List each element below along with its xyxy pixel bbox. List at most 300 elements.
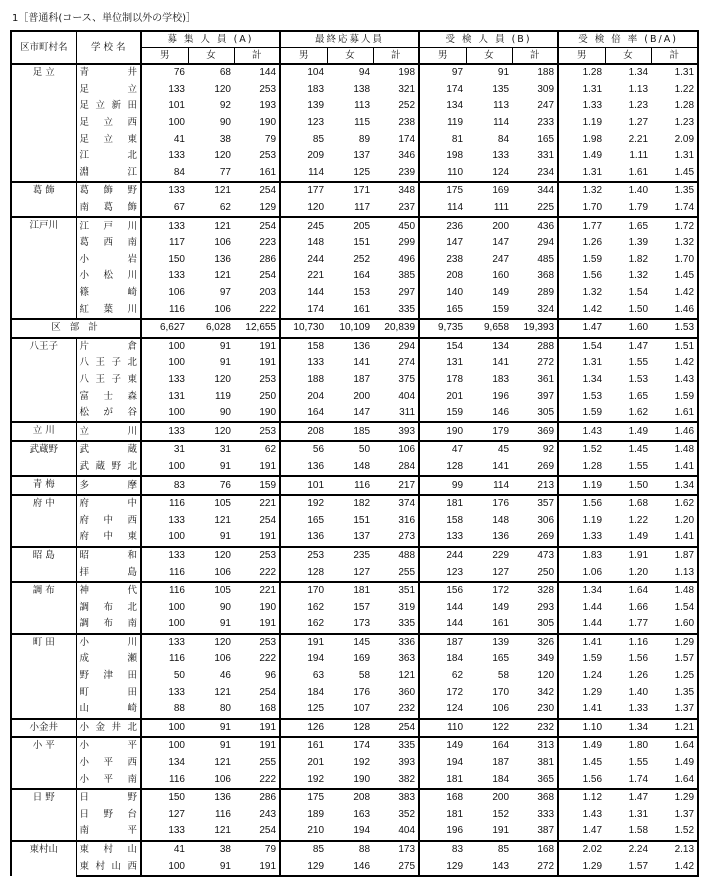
examinees-total: 233 (512, 115, 558, 132)
school-name: 小平 (79, 740, 137, 752)
table-row (11, 495, 698, 513)
table-row (11, 512, 698, 529)
examinees-male: 244 (419, 547, 466, 565)
applicants-total: 382 (373, 771, 419, 789)
applicants-male: 101 (280, 476, 327, 495)
applicants-total: 335 (373, 301, 419, 319)
applicants-female: 208 (327, 789, 373, 807)
ratio-male: 1.44 (582, 618, 603, 630)
school-cell (76, 719, 141, 738)
applicants-total: 237 (373, 200, 419, 218)
applicants-male: 208 (280, 422, 327, 441)
ratio-male: 1.47 (558, 319, 605, 338)
ratio-male: 1.31 (582, 83, 603, 95)
applicants-female: 116 (327, 476, 373, 495)
school-name: 淵江 (79, 166, 137, 178)
ratio-total: 1.13 (651, 564, 698, 582)
examinees-female: 172 (466, 582, 512, 600)
ratio-male: 1.10 (558, 719, 605, 738)
ratio-male: 1.59 (582, 653, 603, 665)
school-name: 拝島 (79, 566, 137, 578)
school-name: 篠崎 (79, 287, 137, 299)
school-cell (76, 823, 141, 841)
ratio-total: 1.31 (651, 64, 698, 82)
capacity-female: 120 (188, 547, 234, 565)
applicants-male: 158 (280, 338, 327, 356)
ratio-total: 1.34 (651, 476, 698, 495)
school-cell (76, 217, 141, 235)
school-name: 葛西南 (79, 237, 137, 249)
district-name: 日 野 (11, 789, 76, 841)
capacity-male: 83 (141, 476, 188, 495)
ratio-male: 1.56 (558, 495, 605, 513)
ratio-male: 1.32 (558, 182, 605, 200)
capacity-female: 120 (214, 373, 231, 385)
capacity-female: 90 (219, 407, 231, 419)
applicants-total: 335 (373, 737, 419, 755)
ratio-male: 1.49 (558, 737, 605, 755)
capacity-male: 131 (168, 390, 185, 402)
applicants-total: 294 (373, 338, 419, 356)
ratio-male: 1.24 (582, 670, 603, 682)
applicants-male: 128 (307, 566, 325, 578)
examinees-female: 146 (492, 407, 510, 419)
ratio-female: 1.49 (605, 422, 651, 441)
school-name: 武蔵 (79, 444, 137, 456)
applicants-female: 145 (327, 634, 373, 652)
table-row (11, 98, 698, 115)
subheader: 計 (651, 48, 698, 65)
ratio-total: 1.41 (651, 459, 698, 477)
applicants-male: 148 (307, 237, 325, 249)
examinees-total: 293 (512, 599, 558, 616)
applicants-total: 321 (373, 82, 419, 99)
subheader: 男 (419, 48, 466, 65)
applicants-male: 123 (307, 117, 325, 129)
capacity-female: 121 (214, 757, 231, 769)
ratio-female: 1.20 (628, 566, 649, 578)
school-name: 調布南 (79, 618, 137, 630)
applicants-male: 209 (307, 150, 325, 162)
capacity-total: 191 (234, 459, 280, 477)
school-name: 青井 (79, 67, 137, 79)
applicants-female: 169 (353, 653, 371, 665)
subheader: 男 (141, 48, 188, 65)
examinees-male: 47 (419, 441, 466, 459)
examinees-total: 309 (512, 82, 558, 99)
applicants-male: 120 (307, 202, 325, 214)
applicants-total: 254 (373, 719, 419, 738)
examinees-female: 184 (492, 773, 510, 785)
applicants-male: 136 (307, 460, 325, 472)
applicants-total: 393 (373, 755, 419, 772)
ratio-total: 1.64 (651, 771, 698, 789)
ratio-male: 1.83 (558, 547, 605, 565)
examinees-male: 198 (446, 150, 464, 162)
capacity-male: 67 (173, 202, 185, 214)
ratio-male: 1.45 (582, 757, 603, 769)
capacity-male: 6,627 (141, 319, 188, 338)
table-row (11, 616, 698, 634)
applicants-male: 114 (308, 166, 325, 178)
examinees-male: 129 (419, 858, 466, 876)
capacity-total: 221 (234, 582, 280, 600)
table-row (11, 737, 698, 755)
ratio-male: 1.12 (558, 789, 605, 807)
school-name: 足立東 (79, 133, 137, 145)
district-name: 町 田 (11, 634, 76, 719)
ratio-male: 1.59 (582, 407, 603, 419)
table-row (11, 355, 698, 372)
examinees-male: 184 (446, 653, 464, 665)
examinees-female: 135 (492, 83, 510, 95)
applicants-female: 107 (353, 703, 371, 715)
ratio-female: 1.34 (605, 64, 651, 82)
capacity-female: 91 (188, 338, 234, 356)
ratio-female: 1.54 (628, 287, 649, 299)
capacity-male: 100 (168, 601, 185, 613)
ratio-male: 1.31 (582, 357, 603, 369)
applicants-male: 85 (280, 841, 327, 859)
ratio-total: 1.37 (651, 807, 698, 824)
capacity-male: 133 (168, 825, 185, 837)
ratio-male: 1.28 (582, 460, 603, 472)
applicants-male: 161 (280, 737, 327, 755)
ratio-total: 1.43 (651, 372, 698, 389)
applicants-male: 85 (312, 133, 325, 145)
capacity-total: 222 (234, 771, 280, 789)
ratio-female: 1.53 (628, 373, 649, 385)
applicants-male: 204 (307, 390, 325, 402)
ratio-male: 1.53 (582, 390, 603, 402)
applicants-male: 184 (307, 686, 325, 698)
ratio-total: 1.60 (651, 616, 698, 634)
applicants-female: 200 (353, 390, 371, 402)
ratio-female: 1.39 (628, 237, 649, 249)
school-name: 南葛飾 (79, 202, 137, 214)
capacity-female: 38 (219, 133, 231, 145)
applicants-total: 232 (373, 701, 419, 719)
examinees-male: 187 (419, 634, 466, 652)
capacity-total: 243 (234, 807, 280, 824)
applicants-female: 151 (353, 514, 371, 526)
capacity-total: 191 (234, 355, 280, 372)
examinees-male: 140 (446, 287, 464, 299)
ratio-total: 1.61 (651, 405, 698, 423)
applicants-total: 336 (373, 634, 419, 652)
applicants-male: 144 (307, 287, 325, 299)
examinees-female: 114 (466, 476, 512, 495)
table-row (11, 82, 698, 99)
ratio-female: 1.33 (628, 703, 649, 715)
examinees-total: 342 (512, 684, 558, 701)
capacity-female: 120 (188, 422, 234, 441)
capacity-female: 105 (188, 582, 234, 600)
table-row (11, 459, 698, 477)
ratio-total: 1.74 (651, 200, 698, 218)
school-name: 松が谷 (79, 407, 137, 419)
school-name: 山崎 (79, 703, 137, 715)
applicants-total: 198 (373, 64, 419, 82)
examinees-total: 250 (512, 564, 558, 582)
applicants-female: 190 (353, 773, 371, 785)
capacity-female: 105 (188, 495, 234, 513)
capacity-female: 120 (214, 83, 231, 95)
applicants-female: 58 (358, 670, 371, 682)
capacity-total: 144 (234, 64, 280, 82)
district-name: 八王子 (11, 338, 76, 423)
examinees-male: 190 (419, 422, 466, 441)
examinees-female: 113 (493, 100, 510, 112)
school-cell (76, 285, 141, 302)
ratio-male: 1.56 (582, 773, 603, 785)
examinees-male: 114 (447, 202, 464, 214)
header-capacity: 募 集 人 員 (A) (141, 31, 280, 48)
ratio-female: 1.47 (605, 789, 651, 807)
capacity-female: 6,028 (188, 319, 234, 338)
capacity-female: 97 (219, 287, 231, 299)
ratio-total: 1.41 (651, 529, 698, 547)
examinees-total: 397 (512, 388, 558, 405)
capacity-total: 254 (234, 182, 280, 200)
capacity-total: 168 (234, 701, 280, 719)
school-cell (76, 529, 141, 547)
examinees-male: 181 (419, 495, 466, 513)
applicants-female: 153 (353, 287, 371, 299)
examinees-total: 313 (512, 737, 558, 755)
capacity-total: 254 (234, 217, 280, 235)
school-name: 小川 (79, 636, 137, 648)
examinees-male: 99 (419, 476, 466, 495)
examinees-total: 344 (512, 182, 558, 200)
examinees-total: 368 (512, 268, 558, 285)
ratio-female: 2.24 (605, 841, 651, 859)
applicants-male: 175 (280, 789, 327, 807)
capacity-total: 203 (234, 285, 280, 302)
ratio-female: 1.26 (628, 670, 649, 682)
examinees-total: 306 (512, 512, 558, 529)
ratio-female: 1.11 (629, 150, 649, 162)
capacity-male: 150 (168, 253, 185, 265)
capacity-total: 253 (234, 422, 280, 441)
ratio-total: 1.28 (651, 98, 698, 115)
capacity-total: 191 (234, 858, 280, 876)
capacity-total: 159 (234, 476, 280, 495)
ratio-total: 1.25 (651, 668, 698, 685)
capacity-female: 76 (188, 476, 234, 495)
ratio-female: 1.55 (628, 757, 649, 769)
capacity-male: 116 (141, 495, 188, 513)
applicants-female: 148 (353, 460, 371, 472)
capacity-male: 133 (168, 686, 185, 698)
school-name: 南平 (79, 825, 137, 837)
ratio-female: 1.22 (628, 514, 649, 526)
capacity-total: 79 (234, 841, 280, 859)
applicants-total: 352 (373, 807, 419, 824)
capacity-male: 50 (173, 670, 185, 682)
applicants-female: 147 (353, 407, 371, 419)
examinees-male: 181 (446, 808, 464, 820)
school-name: 日野台 (79, 808, 137, 820)
examinees-total: 369 (512, 422, 558, 441)
school-cell (76, 372, 141, 389)
examinees-female: 127 (492, 566, 510, 578)
capacity-total: 222 (234, 564, 280, 582)
applicants-female: 176 (353, 686, 371, 698)
school-cell (76, 495, 141, 513)
ratio-total: 1.59 (651, 388, 698, 405)
table-row (11, 547, 698, 565)
examinees-male: 144 (446, 601, 464, 613)
applicants-total: 217 (373, 476, 419, 495)
ratio-male: 1.34 (582, 373, 603, 385)
capacity-total: 190 (234, 115, 280, 132)
school-cell (76, 755, 141, 772)
capacity-female: 62 (219, 202, 231, 214)
ratio-total: 1.29 (651, 789, 698, 807)
applicants-female: 252 (353, 253, 371, 265)
ratio-total: 1.37 (651, 701, 698, 719)
capacity-total: 190 (234, 599, 280, 616)
examinees-male: 196 (446, 825, 464, 837)
capacity-male: 100 (168, 460, 185, 472)
table-row (11, 789, 698, 807)
examinees-male: 128 (446, 460, 464, 472)
table-row (11, 755, 698, 772)
table-row (11, 217, 698, 235)
applicants-female: 235 (327, 547, 373, 565)
examinees-total: 272 (512, 858, 558, 876)
school-name: 八王子北 (79, 357, 137, 369)
examinees-total: 331 (512, 148, 558, 165)
applicants-female: 181 (327, 582, 373, 600)
applicants-male: 245 (280, 217, 327, 235)
applicants-male: 188 (307, 373, 325, 385)
table-row (11, 388, 698, 405)
examinees-female: 147 (492, 237, 510, 249)
examinees-total: 234 (512, 165, 558, 183)
school-name: 小岩 (79, 253, 137, 265)
capacity-female: 91 (188, 737, 234, 755)
examinees-total: 269 (512, 459, 558, 477)
ratio-female: 1.49 (628, 531, 649, 543)
examinees-female: 170 (492, 686, 510, 698)
examinees-male: 149 (419, 737, 466, 755)
applicants-female: 50 (327, 441, 373, 459)
capacity-male: 116 (169, 653, 185, 665)
table-row (11, 252, 698, 269)
ratio-male: 1.44 (582, 601, 603, 613)
table-row (11, 701, 698, 719)
subheader: 男 (558, 48, 605, 65)
capacity-total: 222 (234, 651, 280, 668)
examinees-female: 229 (466, 547, 512, 565)
table-row (11, 64, 698, 82)
school-cell (76, 789, 141, 807)
ratio-female: 1.16 (605, 634, 651, 652)
applicants-total: 284 (373, 459, 419, 477)
capacity-total: 190 (234, 405, 280, 423)
table-row (11, 841, 698, 859)
table-row (11, 599, 698, 616)
applicants-male: 164 (307, 407, 325, 419)
applicants-male: 192 (307, 773, 325, 785)
examinees-male: 83 (419, 841, 466, 859)
school-cell (76, 512, 141, 529)
capacity-female: 31 (188, 441, 234, 459)
capacity-female: 91 (219, 531, 231, 543)
examinees-total: 333 (512, 807, 558, 824)
capacity-male: 76 (141, 64, 188, 82)
applicants-male: 192 (280, 495, 327, 513)
applicants-total: 450 (373, 217, 419, 235)
capacity-male: 106 (168, 287, 185, 299)
ratio-total: 1.29 (651, 634, 698, 652)
examinees-female: 196 (492, 390, 510, 402)
examinees-female: 183 (492, 373, 510, 385)
applicants-female: 88 (327, 841, 373, 859)
examinees-total: 92 (512, 441, 558, 459)
school-name: 足立西 (79, 117, 137, 129)
examinees-female: 85 (466, 841, 512, 859)
ratio-female: 1.68 (605, 495, 651, 513)
capacity-total: 253 (234, 82, 280, 99)
school-cell (76, 737, 141, 755)
ratio-total: 1.46 (651, 301, 698, 319)
applicants-female: 171 (327, 182, 373, 200)
capacity-female: 120 (214, 150, 231, 162)
ratio-male: 1.56 (582, 270, 603, 282)
examinees-female: 111 (493, 202, 510, 214)
applicants-male: 174 (307, 303, 325, 315)
school-name: 昭和 (79, 549, 137, 561)
school-cell (76, 388, 141, 405)
examinees-male: 110 (419, 719, 466, 738)
applicants-male: 194 (307, 653, 325, 665)
table-row (11, 441, 698, 459)
capacity-total: 191 (234, 719, 280, 738)
applicants-total: 385 (373, 268, 419, 285)
school-name: 日野 (79, 792, 137, 804)
examinees-female: 45 (466, 441, 512, 459)
applicants-female: 138 (353, 83, 371, 95)
school-cell (76, 701, 141, 719)
school-cell (76, 599, 141, 616)
applicants-total: 274 (373, 355, 419, 372)
capacity-total: 254 (234, 823, 280, 841)
ratio-female: 1.47 (605, 338, 651, 356)
school-cell (76, 165, 141, 183)
applicants-female: 136 (327, 338, 373, 356)
ratio-total: 1.42 (651, 858, 698, 876)
ratio-male: 1.52 (558, 441, 605, 459)
ratio-male: 1.43 (558, 422, 605, 441)
table-row (11, 200, 698, 218)
ratio-male: 1.31 (582, 166, 603, 178)
examinees-male: 238 (446, 253, 464, 265)
table-row (11, 719, 698, 738)
applicants-total: 106 (373, 441, 419, 459)
district-name: 小 平 (11, 737, 76, 789)
table-row (11, 285, 698, 302)
header-examinees: 受 検 人 員 (B) (419, 31, 558, 48)
ratio-female: 1.13 (628, 83, 649, 95)
school-cell (76, 301, 141, 319)
ratio-total: 1.23 (651, 115, 698, 132)
table-row (11, 823, 698, 841)
ratio-total: 1.22 (651, 82, 698, 99)
ratio-total: 1.42 (651, 285, 698, 302)
